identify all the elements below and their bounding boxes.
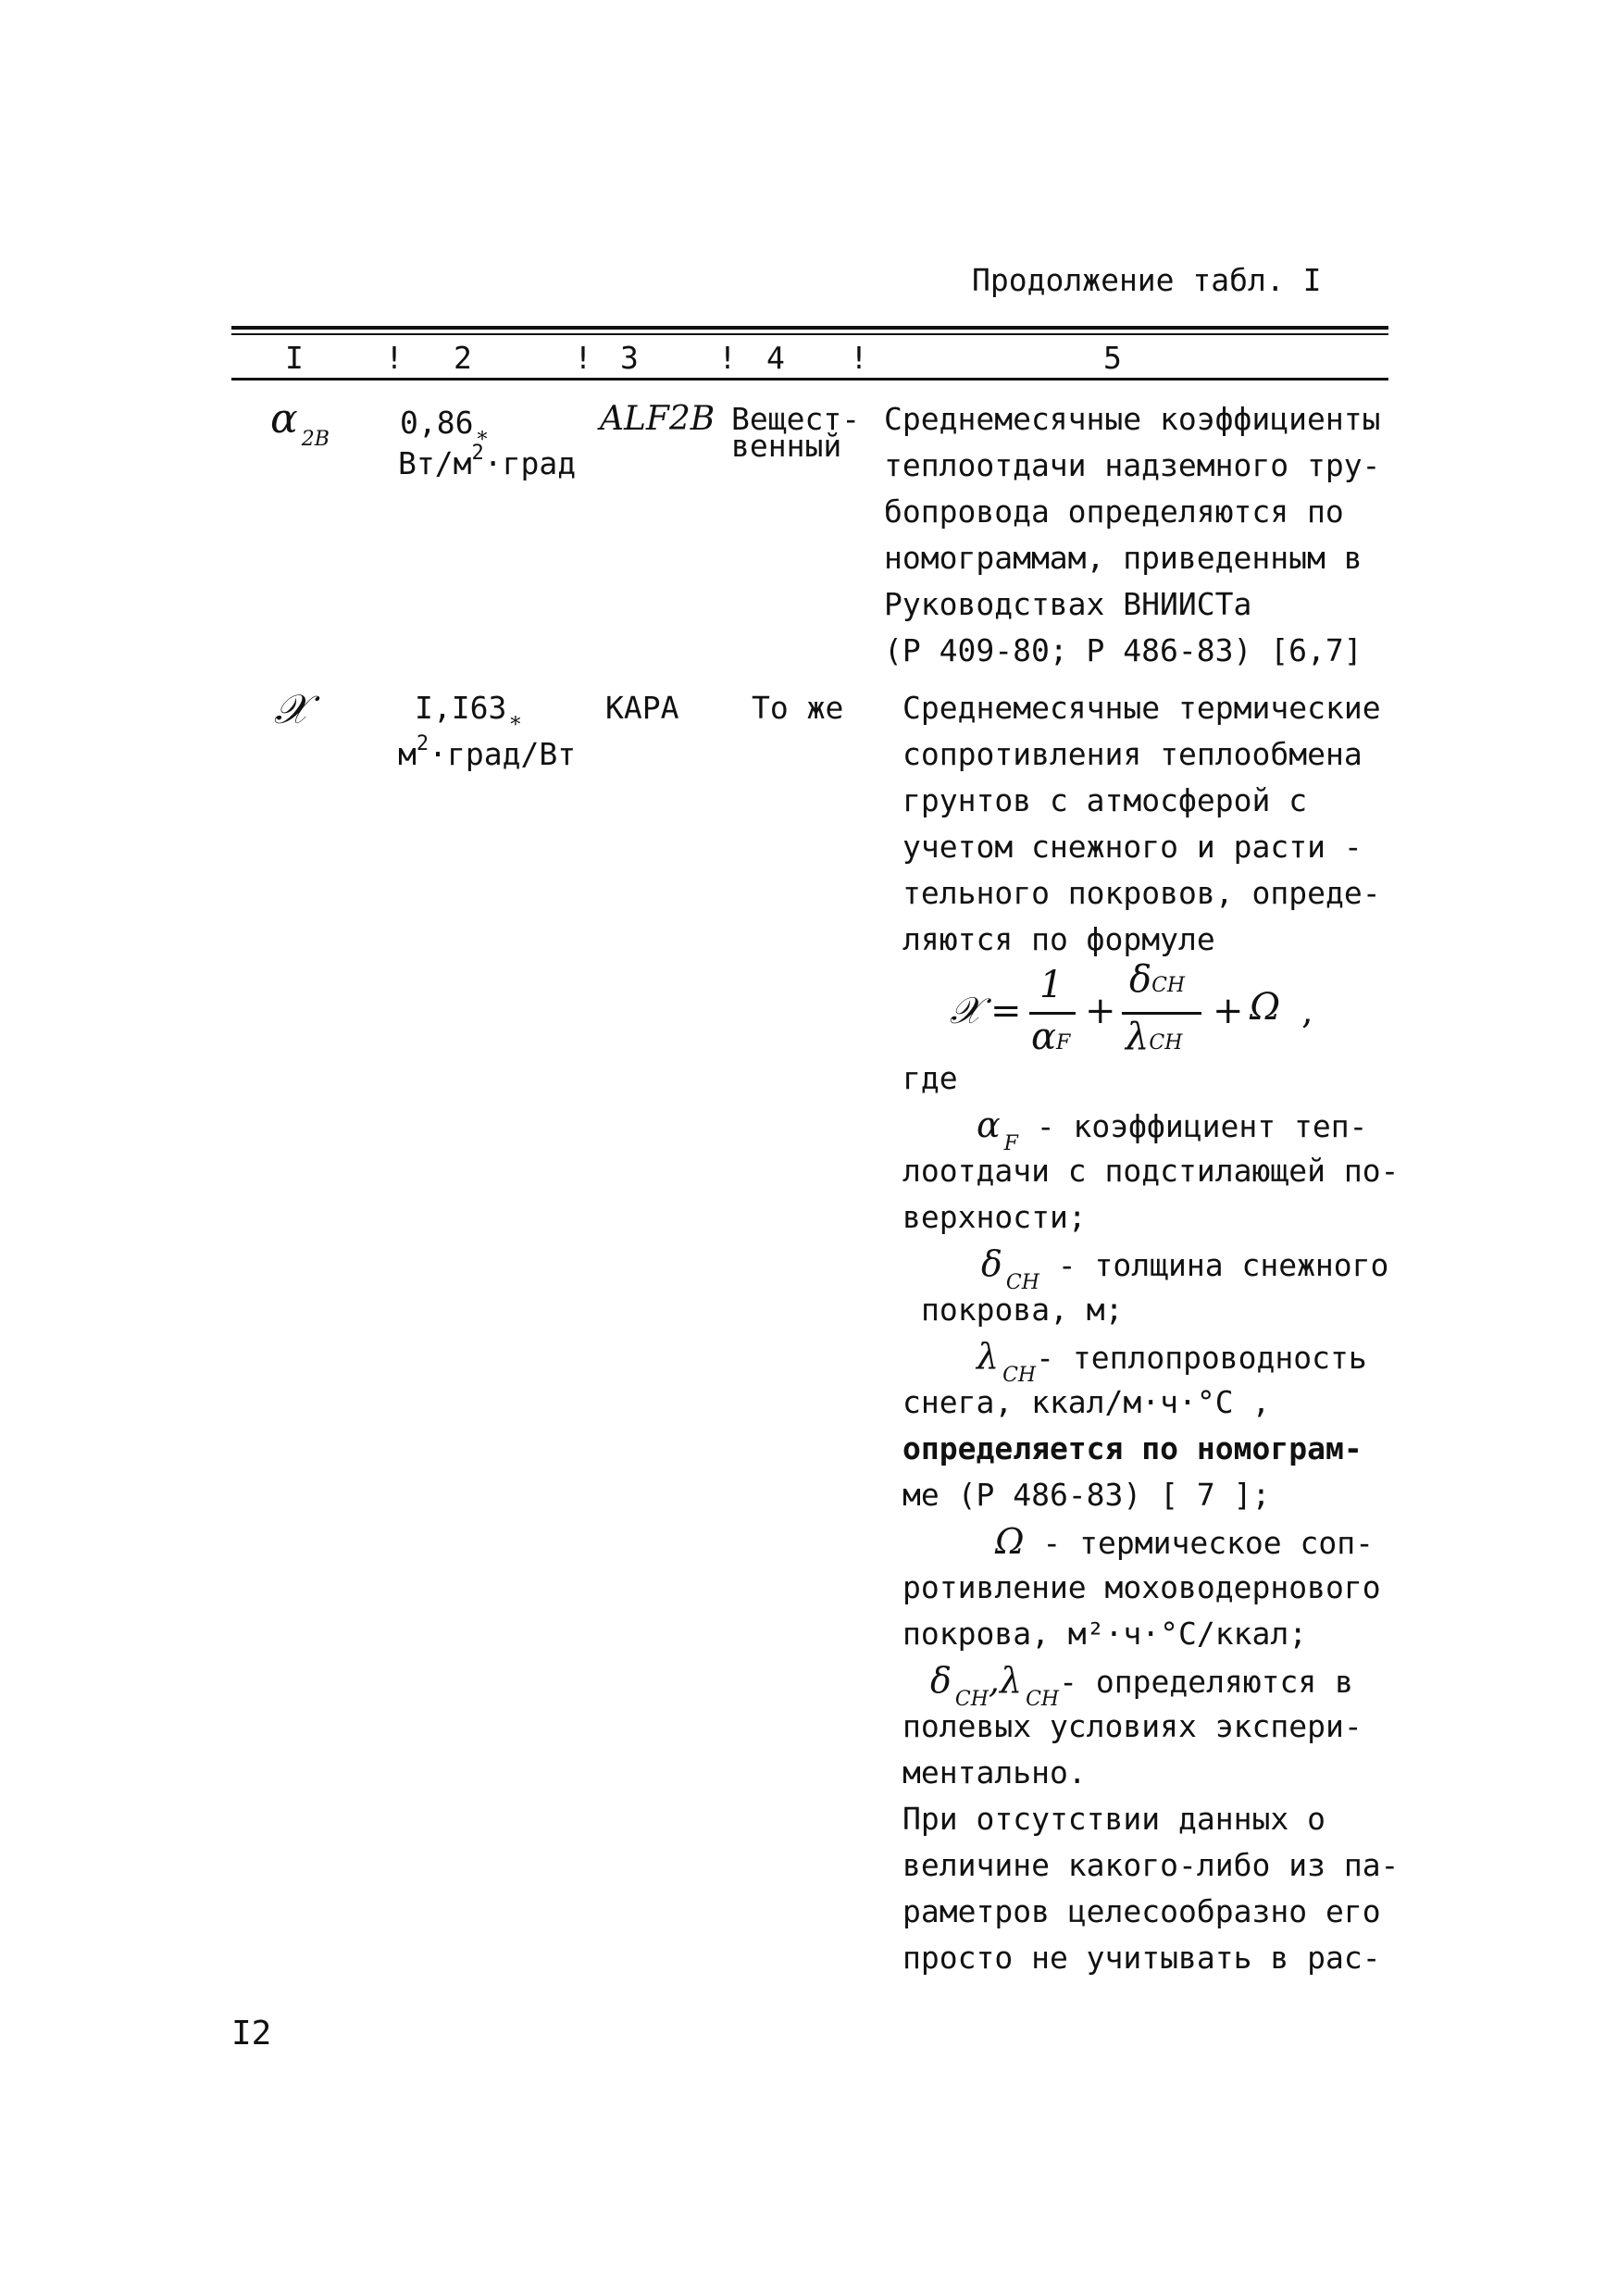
def-text: - термическое соп-	[1024, 1525, 1375, 1561]
header-sep-2: !	[574, 340, 592, 376]
header-sep-4: !	[850, 340, 868, 376]
closing-line: просто не учитывать в рас-	[902, 1940, 1381, 1976]
header-col-3: 3	[620, 340, 639, 376]
lambda-sub: СН	[1002, 1364, 1037, 1387]
row1-unit-post: ·град	[483, 445, 577, 481]
row2-unit-sup: 2	[416, 732, 429, 755]
formula-f1-denominator	[1031, 1016, 1070, 1058]
row2-unit	[398, 731, 576, 782]
header-col-2: 2	[454, 340, 472, 376]
description-line: сопротивления теплообмена	[902, 736, 1363, 772]
description-line: Среднемесячные коэффициенты	[884, 401, 1381, 437]
row2-description	[902, 685, 1381, 963]
def-line	[977, 1333, 1367, 1386]
page-number: I2	[231, 2015, 272, 2053]
delta-symbol: δ	[930, 1660, 952, 1701]
row2-value	[415, 685, 520, 736]
alpha-symbol: α	[977, 1104, 1001, 1145]
lambda-symbol: λ	[977, 1336, 1000, 1377]
formula-f2-denominator	[1126, 1016, 1182, 1058]
description-line: Среднемесячные термические	[902, 690, 1381, 726]
description-line: ляются по формуле	[902, 921, 1215, 957]
row1-code: ALF2B	[600, 400, 716, 438]
row1-symbol-char: α	[270, 395, 298, 443]
delta-sub: СН	[954, 1688, 989, 1711]
row2-unit-pre: м	[398, 736, 417, 772]
omega-symbol: Ω	[995, 1521, 1025, 1562]
def-text: - толщина снежного	[1039, 1247, 1389, 1283]
row1-symbol	[270, 396, 330, 450]
def-line: ментально.	[902, 1754, 1087, 1791]
description-line: (Р 409-80; Р 486-83) [6,7]	[884, 632, 1363, 668]
continuation-caption: Продолжение табл. I	[972, 262, 1322, 298]
def-line: снега, ккал/м·ч·°С ,	[902, 1384, 1271, 1420]
formula-plus-2: +	[1213, 990, 1244, 1032]
where-label: где	[902, 1060, 958, 1096]
formula-f1-bar	[1029, 1012, 1076, 1015]
formula-lambda-sub: СН	[1149, 1031, 1183, 1054]
row1-value-number: 0,86	[400, 405, 474, 441]
formula-lambda: λ	[1126, 1016, 1150, 1058]
closing-paragraph	[902, 1796, 1399, 1981]
header-col-4: 4	[766, 340, 785, 376]
def-line: полевых условиях экспери-	[902, 1708, 1363, 1744]
formula-lhs: 𝒳	[950, 990, 982, 1032]
def-line: определяется по номограм-	[902, 1430, 1363, 1466]
formula-omega: Ω	[1250, 986, 1281, 1029]
formula-alpha-sub: F	[1056, 1031, 1071, 1054]
formula-delta: δ	[1129, 958, 1152, 1001]
header-col-5: 5	[1103, 340, 1122, 376]
description-line: теплоотдачи надземного тру-	[884, 447, 1381, 483]
lambda-sub: СН	[1026, 1688, 1060, 1711]
def-line: ротивление моховодернового	[902, 1569, 1381, 1605]
description-line: учетом снежного и расти -	[902, 829, 1363, 865]
table-header-rule	[231, 378, 1388, 381]
row1-value-mark: *	[477, 429, 488, 452]
def-line	[995, 1518, 1374, 1566]
header-sep-3: !	[718, 340, 737, 376]
def-text: - определяются в	[1059, 1664, 1354, 1700]
def-text: - теплопроводность	[1036, 1340, 1367, 1376]
row2-value-mark: *	[510, 714, 521, 737]
row2-code: КАРА	[605, 690, 679, 726]
description-line: Руководствах ВНИИСТа	[884, 586, 1252, 622]
formula-f2-numerator	[1129, 958, 1185, 1001]
description-line: номограммам, приведенным в	[884, 540, 1363, 576]
row1-symbol-sub: 2В	[301, 428, 330, 451]
delta-symbol: δ	[981, 1243, 1002, 1284]
row1-type-1: Вещест-	[731, 401, 861, 437]
row2-unit-post: ·град/Вт	[429, 736, 577, 772]
def-line: лоотдачи с подстилающей по-	[902, 1153, 1400, 1189]
row2-symbol: 𝒳	[274, 686, 309, 733]
formula-plus-1: +	[1085, 990, 1116, 1032]
def-line	[977, 1102, 1367, 1154]
def-line	[981, 1241, 1388, 1293]
closing-line: величине какого-либо из па-	[902, 1847, 1400, 1883]
header-sep-1: !	[385, 340, 404, 376]
lambda-symbol: ,λ	[988, 1660, 1023, 1701]
def-line: покрова, м²·ч·°С/ккал;	[902, 1616, 1308, 1652]
row2-type: То же	[752, 690, 844, 726]
description-line: тельного покровов, опреде-	[902, 875, 1381, 911]
row1-unit-pre: Вт/м	[398, 445, 472, 481]
row1-unit-sup: 2	[471, 442, 484, 465]
alpha-sub: F	[1003, 1132, 1018, 1155]
formula-f2-bar	[1122, 1012, 1201, 1015]
table-top-rule	[231, 326, 1388, 330]
def-line: покрова, м;	[921, 1292, 1124, 1328]
description-line: грунтов с атмосферой с	[902, 782, 1308, 818]
delta-sub: СН	[1005, 1271, 1039, 1294]
row1-description	[884, 396, 1380, 674]
closing-line: При отсутствии данных о	[902, 1801, 1326, 1837]
description-line: бопровода определяются по	[884, 493, 1344, 530]
formula-comma: ,	[1301, 990, 1313, 1032]
def-line: ме (Р 486-83) [ 7 ];	[902, 1477, 1271, 1513]
formula	[944, 958, 1333, 1069]
header-col-1: I	[285, 340, 304, 376]
row2-value-number: I,I63	[415, 690, 507, 726]
row1-unit	[398, 441, 576, 492]
table-top-rule-thin	[231, 333, 1388, 335]
closing-line: раметров целесообразно его	[902, 1893, 1381, 1929]
formula-f1-numerator: 1	[1039, 964, 1064, 1006]
formula-alpha: α	[1031, 1016, 1057, 1058]
def-text: - коэффициент теп-	[1017, 1108, 1368, 1144]
def-line: верхности;	[902, 1199, 1087, 1235]
def-line	[930, 1657, 1353, 1710]
formula-delta-sub: СН	[1151, 974, 1186, 997]
formula-equals: =	[990, 990, 1022, 1032]
row1-type-2: венный	[731, 428, 842, 464]
